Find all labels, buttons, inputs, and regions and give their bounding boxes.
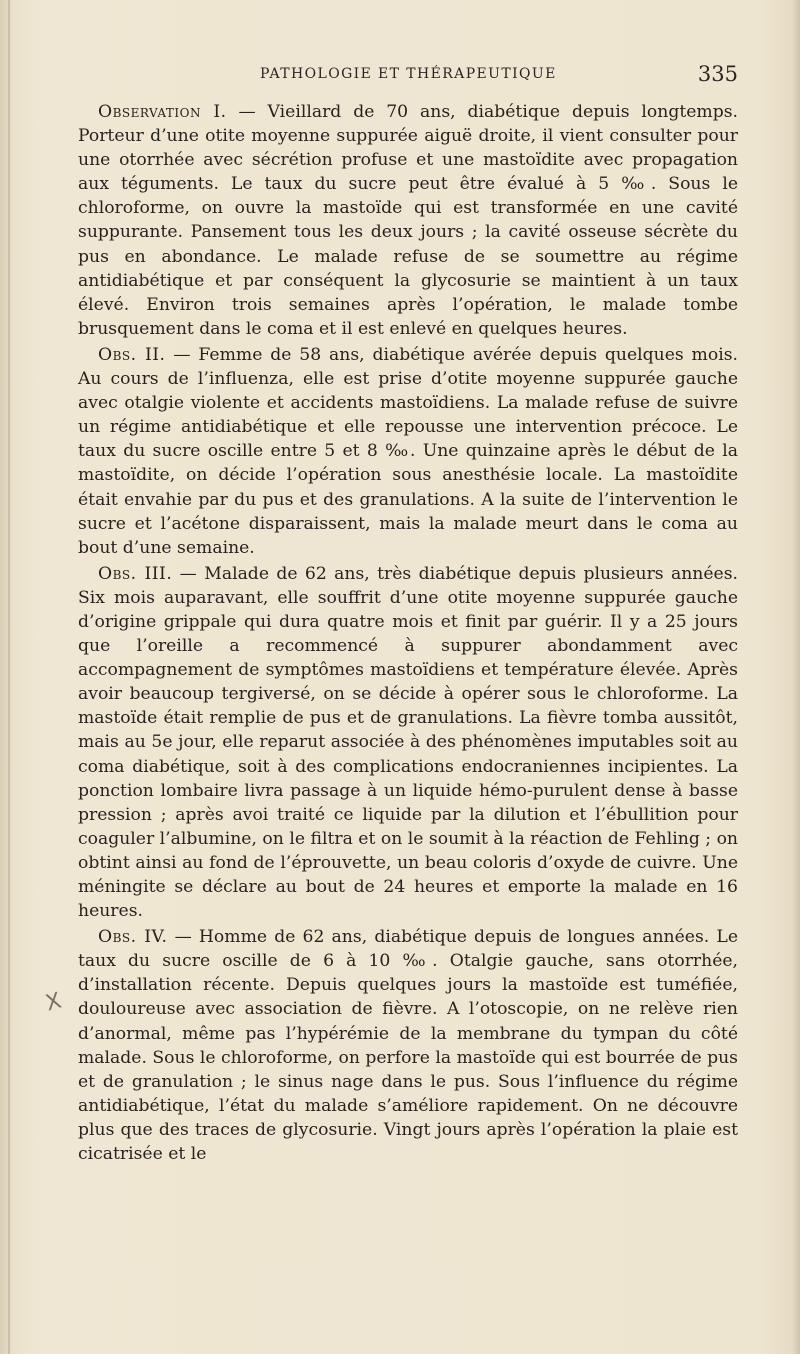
paragraph-text: — Malade de 62 ans, très diabétique depuis plusieurs années. Six mois auparavant, elle souffrit d’une otite moyenne suppurée gauche d’origine grippale qui dura quatre mois et finit par guérir. Il y a 25 jours que l’oreille a recommencé à suppurer abondamment avec accompagnement de symptômes mastoïdiens et température élevée. Après avoir beaucoup tergiversé, on se décide à opérer sous le chloroforme. La mastoïde était remplie de pus et de granulations. La fièvre tomba aussitôt, mais au 5e jour, elle reparut associée à des phénomènes imputables soit au coma diabétique, soit à des complications endocraniennes incipientes. La ponction lombaire livra passage à un liquide hémo-purulent dense à basse pression ; après avoi traité ce liquide par la dilution et l’ébullition pour coaguler l’albumine, on le filtra et on le soumit à la réaction de Fehling ; on obtint ainsi au fond de l’éprouvette, un beau coloris d’oxyde de cuivre. Une méningite se déclare au bout de 24 heures et emporte la malade en 16 heures. bbox=[78, 563, 738, 922]
page-header bbox=[80, 62, 738, 88]
paragraph-observation-3 bbox=[78, 562, 738, 923]
body-text bbox=[78, 100, 738, 1166]
paragraph-text: — Femme de 58 ans, diabétique avérée depuis quelques mois. Au cours de l’influenza, elle est prise d’otite moyenne suppurée gauche avec otalgie violente et accidents mastoïdiens. La malade refuse de suivre un régime antidiabétique et elle repousse une intervention précoce. Le taux du sucre oscille entre 5 et 8 ‰. Une quinzaine après le début de la mastoïdite, on décide l’opération sous anesthésie locale. La mastoïdite était envahie par du pus et des granulations. A la suite de l’intervention le sucre et l’acétone disparaissent, mais la malade meurt dans le coma au bout d’une semaine. bbox=[78, 344, 738, 558]
observation-label: Obs. III. bbox=[98, 563, 173, 584]
observation-label: Obs. II. bbox=[98, 344, 166, 365]
observation-label: Obs. IV. bbox=[98, 927, 168, 948]
paragraph-text: — Homme de 62 ans, diabétique depuis de longues années. Le taux du sucre oscille de 6 à 10 ‰. Otalgie gauche, sans otorrhée, d’installation récente. Depuis quelques jours la mastoïde est tuméfiée, douloureuse avec association de fièvre. A l’otoscopie, on ne relève rien d’anormal, même pas l’hypérémie de la membrane du tympan du côté malade. Sous le chloroforme, on perfore la mastoïde qui est bourrée de pus et de granulation ; le sinus nage dans le pus. Sous l’influence du régime antidiabétique, l’état du malade s’améliore rapidement. On ne découvre plus que des traces de glycosurie. Vingt jours après l’opération la plaie est cicatrisée et le bbox=[78, 927, 738, 1165]
observation-label: Observation I. bbox=[98, 102, 227, 122]
page-number: 335 bbox=[697, 62, 738, 86]
paragraph-observation-1 bbox=[78, 100, 738, 341]
paragraph-text: — Vieillard de 70 ans, diabétique depuis longtemps. Porteur d’une otite moyenne suppurée aiguë droite, il vient consulter pour une otorrhée avec sécrétion profuse et une mastoïdite avec propagation aux téguments. Le taux du sucre peut être évalué à 5 ‰. Sous le chloroforme, on ouvre la mastoïde qui est transformée en une cavité suppurante. Pansement tous les deux jours ; la cavité osseuse sécrète du pus en abondance. Le malade refuse de se soumettre au régime antidiabétique et par conséquent la glycosurie se maintient à un taux élevé. Environ trois semaines après l’opération, le malade tombe brusquement dans le coma et il est enlevé en quelques heures. bbox=[78, 102, 738, 339]
margin-annotation-mark: X bbox=[43, 988, 65, 1017]
paragraph-observation-4 bbox=[78, 925, 738, 1166]
paragraph-observation-2 bbox=[78, 343, 738, 560]
page-edge-shadow bbox=[8, 0, 10, 1354]
running-head: PATHOLOGIE ET THÉRAPEUTIQUE bbox=[260, 66, 557, 82]
